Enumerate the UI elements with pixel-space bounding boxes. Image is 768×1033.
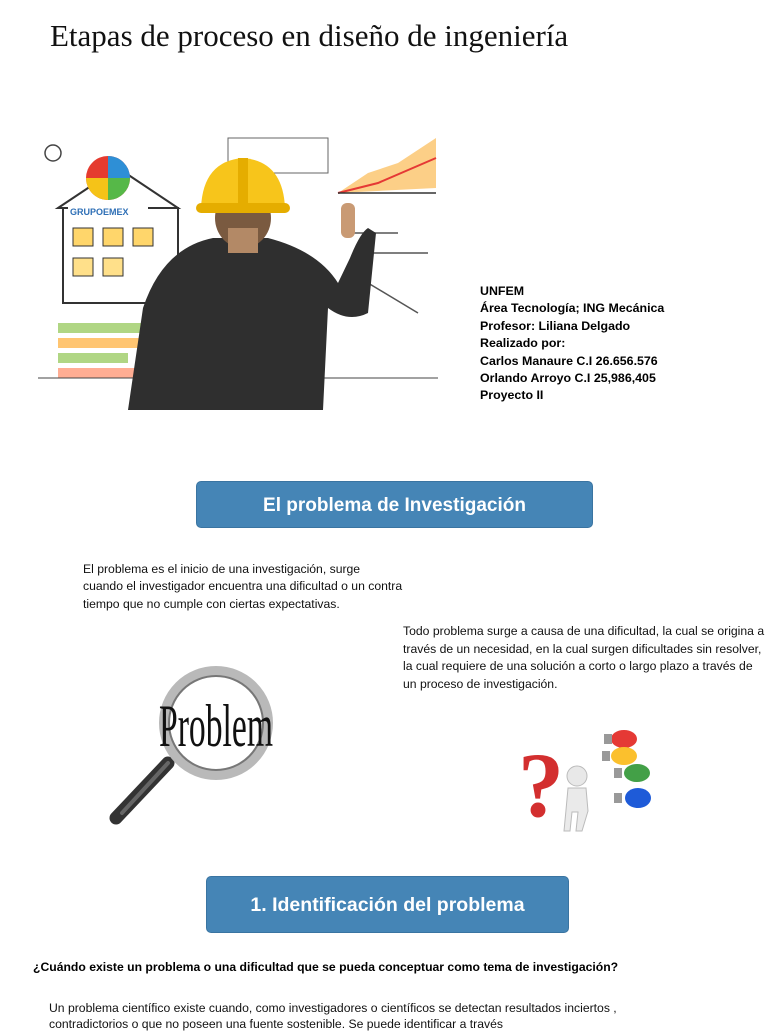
info-line: UNFEM	[480, 284, 525, 298]
question-text: ¿Cuándo existe un problema o una dificultad que se pueda conceptuar como tema de investigación?	[33, 960, 619, 974]
question-bulbs-illustration	[510, 726, 660, 836]
paragraph-right: Todo problema surge a causa de una dificultad, la cual se origina a través de un necesidad, en la cual surgen dificultades sin resolver, la cual requiere de una solución a corto o largo plazo a través de un proceso de investigación.	[403, 624, 765, 691]
info-line: Área Tecnología; ING Mecánica	[480, 301, 665, 316]
svg-text:?: ?	[518, 734, 564, 836]
section-heading-problem: El problema de Investigación	[196, 481, 593, 528]
magnifier-word: Problem	[159, 693, 273, 759]
logo-text: GRUPOEMEX	[70, 207, 129, 217]
author-info	[480, 283, 664, 405]
paragraph-left: El problema es el inicio de una investigación, surge cuando el investigador encuentra una dificultad o un contra tiempo que no cumple con ciertas expectativas.	[83, 562, 403, 611]
info-line: Realizado por:	[480, 336, 566, 351]
page-title: Etapas de proceso en diseño de ingeniería	[50, 18, 569, 53]
info-line: Proyecto II	[480, 388, 544, 403]
engineer-illustration	[38, 133, 438, 410]
answer-text: Un problema científico existe cuando, como investigadores o científicos se detectan resultados inciertos , contradictorios o que no poseen una fuente sostenible. Se puede identificar a través	[49, 1001, 617, 1032]
section-heading-identification: 1. Identificación del problema	[206, 876, 569, 933]
info-line: Carlos Manaure C.I 26.656.576	[480, 353, 658, 368]
info-line: Profesor: Liliana Delgado	[480, 318, 631, 333]
magnifier-illustration	[108, 663, 280, 828]
info-line: Orlando Arroyo C.I 25,986,405	[480, 371, 656, 386]
